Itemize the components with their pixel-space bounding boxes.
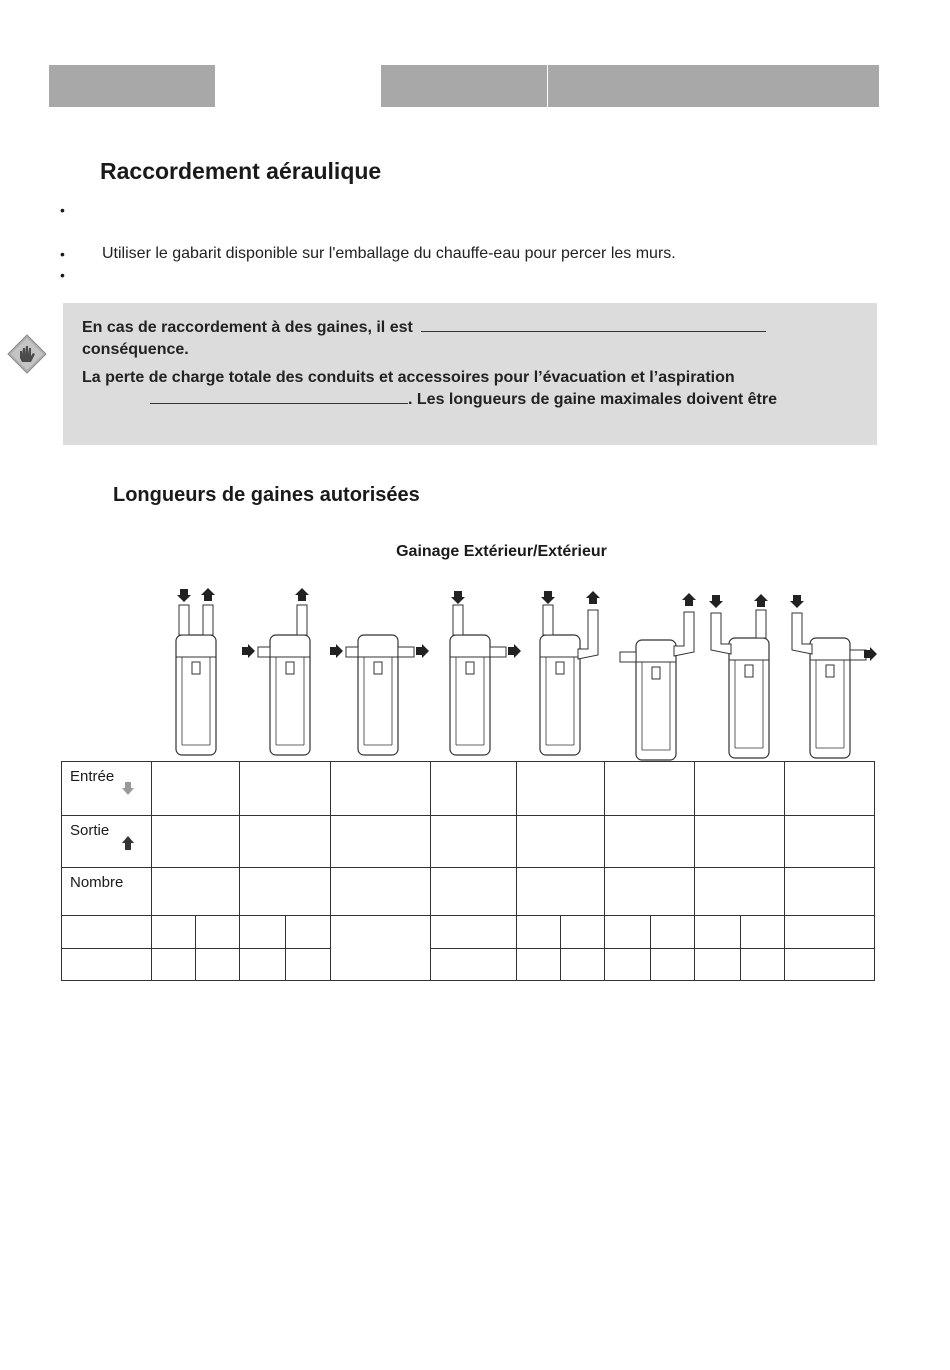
table-cell bbox=[152, 949, 196, 981]
table-cell bbox=[605, 868, 695, 916]
table-cell bbox=[62, 916, 152, 949]
table-cell bbox=[695, 949, 741, 981]
table-cell bbox=[651, 949, 695, 981]
table-cell bbox=[152, 868, 240, 916]
table-cell bbox=[695, 816, 785, 868]
diagram-3 bbox=[330, 635, 429, 755]
table-cell bbox=[196, 949, 240, 981]
table-cell bbox=[286, 949, 331, 981]
table-cell bbox=[695, 916, 741, 949]
table-cell bbox=[62, 949, 152, 981]
warning-line2-end: . Les longueurs de gaine maximales doivent être bbox=[408, 391, 778, 408]
table-cell bbox=[286, 916, 331, 949]
duct-length-table bbox=[61, 761, 875, 981]
diagram-6 bbox=[620, 593, 696, 760]
table-cell bbox=[785, 949, 875, 981]
table-cell bbox=[517, 916, 561, 949]
table-cell bbox=[240, 762, 331, 816]
row-label-nombre: Nombre bbox=[62, 868, 152, 916]
table-cell bbox=[331, 916, 431, 981]
bullet-text-gabarit: Utiliser le gabarit disponible sur l'emballage du chauffe-eau pour percer les murs. bbox=[102, 245, 676, 262]
diagram-1 bbox=[176, 588, 216, 755]
diagram-4 bbox=[450, 591, 521, 755]
table-cell bbox=[431, 868, 517, 916]
row-label-entree: Entrée bbox=[62, 762, 152, 816]
table-cell bbox=[196, 916, 240, 949]
table-cell bbox=[741, 916, 785, 949]
table-cell bbox=[605, 916, 651, 949]
warning-line1-end: conséquence. bbox=[82, 341, 189, 358]
table-row-4 bbox=[62, 916, 875, 949]
table-cell bbox=[431, 949, 517, 981]
table-row-entree bbox=[62, 762, 875, 816]
section-title-longueurs: Longueurs de gaines autorisées bbox=[113, 484, 420, 506]
table-cell bbox=[240, 916, 286, 949]
table-cell bbox=[561, 949, 605, 981]
table-cell bbox=[517, 762, 605, 816]
table-cell bbox=[152, 816, 240, 868]
table-cell bbox=[785, 868, 875, 916]
table-cell bbox=[152, 762, 240, 816]
table-cell bbox=[331, 762, 431, 816]
table-cell bbox=[431, 816, 517, 868]
table-cell bbox=[240, 949, 286, 981]
warning-line1-start: En cas de raccordement à des gaines, il est bbox=[82, 319, 413, 336]
table-cell bbox=[651, 916, 695, 949]
table-cell bbox=[561, 916, 605, 949]
table-cell bbox=[517, 949, 561, 981]
bullet-1: • bbox=[60, 202, 65, 218]
table-cell bbox=[695, 762, 785, 816]
row-label-sortie: Sortie bbox=[62, 816, 152, 868]
diagram-5 bbox=[540, 591, 600, 755]
table-cell bbox=[605, 762, 695, 816]
table-cell bbox=[240, 816, 331, 868]
table-row-nombre bbox=[62, 868, 875, 916]
table-cell bbox=[695, 868, 785, 916]
table-cell bbox=[152, 916, 196, 949]
table-cell bbox=[331, 868, 431, 916]
table-cell bbox=[331, 816, 431, 868]
table-cell bbox=[605, 816, 695, 868]
table-row-5 bbox=[62, 949, 875, 981]
diagram-8 bbox=[790, 595, 877, 758]
diagram-subtitle: Gainage Extérieur/Extérieur bbox=[396, 543, 607, 560]
table-cell bbox=[431, 762, 517, 816]
bullet-3: • bbox=[60, 267, 65, 283]
bullet-2: • bbox=[60, 246, 65, 262]
diagram-2 bbox=[242, 588, 310, 755]
table-cell bbox=[741, 949, 785, 981]
table-cell bbox=[517, 816, 605, 868]
table-cell bbox=[785, 916, 875, 949]
table-row-sortie bbox=[62, 816, 875, 868]
diagram-7 bbox=[709, 594, 769, 758]
arrow-down-icon bbox=[122, 782, 134, 796]
table-cell bbox=[605, 949, 651, 981]
table-cell bbox=[431, 916, 517, 949]
warning-line2-start: La perte de charge totale des conduits et accessoires pour l’évacuation et l’aspiration bbox=[82, 369, 735, 386]
arrow-up-icon bbox=[122, 836, 134, 850]
table-cell bbox=[785, 762, 875, 816]
table-cell bbox=[785, 816, 875, 868]
section-title-raccordement: Raccordement aéraulique bbox=[100, 158, 382, 184]
table-cell bbox=[240, 868, 331, 916]
table-cell bbox=[517, 868, 605, 916]
